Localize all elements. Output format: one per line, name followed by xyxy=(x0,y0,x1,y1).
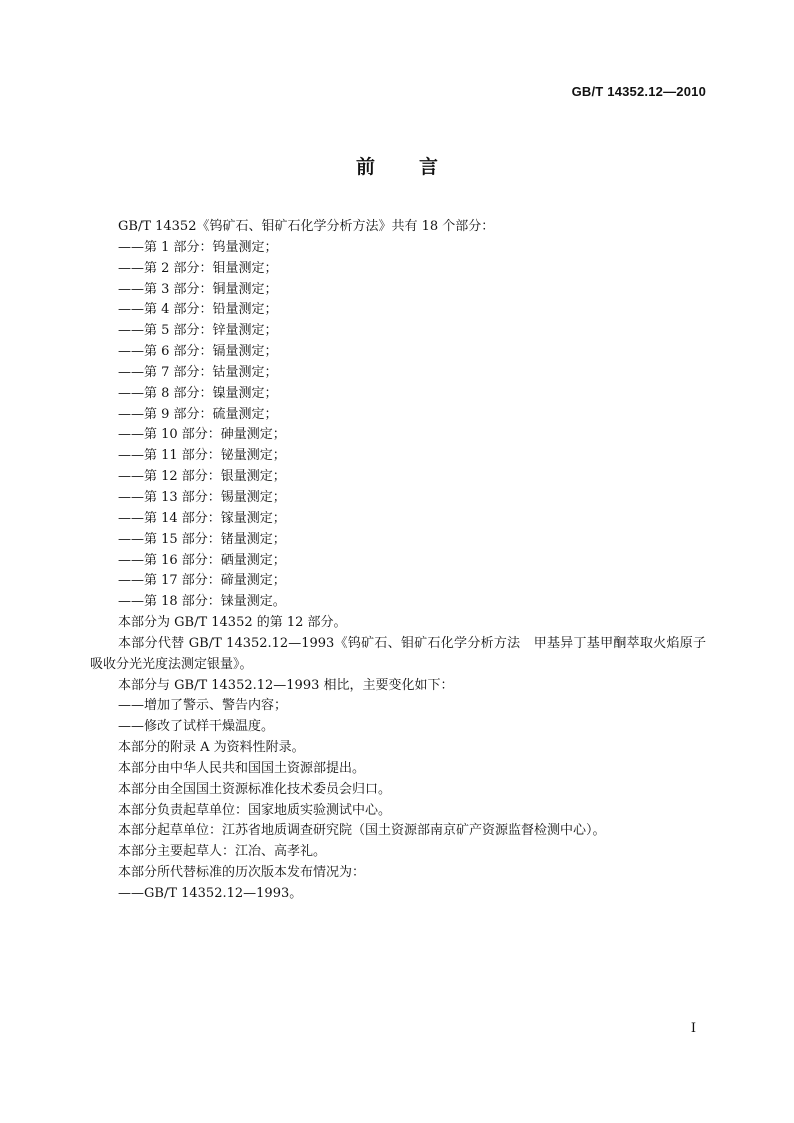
part-list-item: ——第 9 部分：硫量测定； xyxy=(118,406,278,422)
centralized-paragraph: 本部分由全国国土资源标准化技术委员会归口。 xyxy=(118,781,392,797)
history-item: ——GB/T 14352.12—1993。 xyxy=(118,886,303,901)
drafting-unit-paragraph: 本部分起草单位：江苏省地质调查研究院（国土资源部南京矿产资源监督检测中心）。 xyxy=(118,823,606,839)
change-item: ——增加了警示、警告内容； xyxy=(118,698,288,714)
part-list-item: ——第 13 部分：锡量测定； xyxy=(118,489,286,505)
part-list-item: ——第 14 部分：镓量测定； xyxy=(118,510,286,526)
changes-intro-paragraph: 本部分与 GB/T 14352.12—1993 相比，主要变化如下： xyxy=(118,677,454,693)
part-list-item: ——第 17 部分：碲量测定； xyxy=(118,573,286,589)
part-list-item: ——第 11 部分：铋量测定； xyxy=(118,448,286,464)
this-part-paragraph: 本部分为 GB/T 14352 的第 12 部分。 xyxy=(118,615,347,631)
part-list-item: ——第 18 部分：铼量测定。 xyxy=(118,594,286,610)
page-title: 前言 xyxy=(355,156,482,178)
history-intro-paragraph: 本部分所代替标准的历次版本发布情况为： xyxy=(118,865,366,881)
part-list-item: ——第 8 部分：镍量测定； xyxy=(118,385,278,401)
part-list-item: ——第 7 部分：钴量测定； xyxy=(118,364,278,380)
part-list-item: ——第 5 部分：锌量测定； xyxy=(118,323,278,339)
responsible-paragraph: 本部分负责起草单位：国家地质实验测试中心。 xyxy=(118,802,392,818)
part-list-item: ——第 2 部分：钼量测定； xyxy=(118,260,278,276)
proposed-paragraph: 本部分由中华人民共和国国土资源部提出。 xyxy=(118,760,366,776)
page-number: Ⅰ xyxy=(690,1021,696,1036)
part-list-item: ——第 12 部分：银量测定； xyxy=(118,469,286,485)
part-list-item: ——第 10 部分：砷量测定； xyxy=(118,427,286,443)
intro-paragraph: GB/T 14352《钨矿石、钼矿石化学分析方法》共有 18 个部分： xyxy=(118,219,495,234)
parts-list xyxy=(90,238,706,613)
standard-code: GB/T 14352.12—2010 xyxy=(571,84,706,99)
drafters-paragraph: 本部分主要起草人：江冶、高孝礼。 xyxy=(118,844,327,860)
replaces-paragraph: 本部分代替 GB/T 14352.12—1993《钨矿石、钼矿石化学分析方法 甲基异丁基甲酮萃取火焰原子吸收分光光度法测定银量》。 xyxy=(90,635,706,672)
part-list-item: ——第 1 部分：钨量测定； xyxy=(118,239,278,255)
part-list-item: ——第 4 部分：铅量测定； xyxy=(118,302,278,318)
part-list-item: ——第 3 部分：铜量测定； xyxy=(118,281,278,297)
annex-paragraph: 本部分的附录 A 为资料性附录。 xyxy=(118,740,305,756)
part-list-item: ——第 6 部分：镉量测定； xyxy=(118,344,278,360)
foreword-body xyxy=(90,217,706,905)
part-list-item: ——第 15 部分：锗量测定； xyxy=(118,531,286,547)
change-item: ——修改了试样干燥温度。 xyxy=(118,719,275,735)
part-list-item: ——第 16 部分：硒量测定； xyxy=(118,552,286,568)
